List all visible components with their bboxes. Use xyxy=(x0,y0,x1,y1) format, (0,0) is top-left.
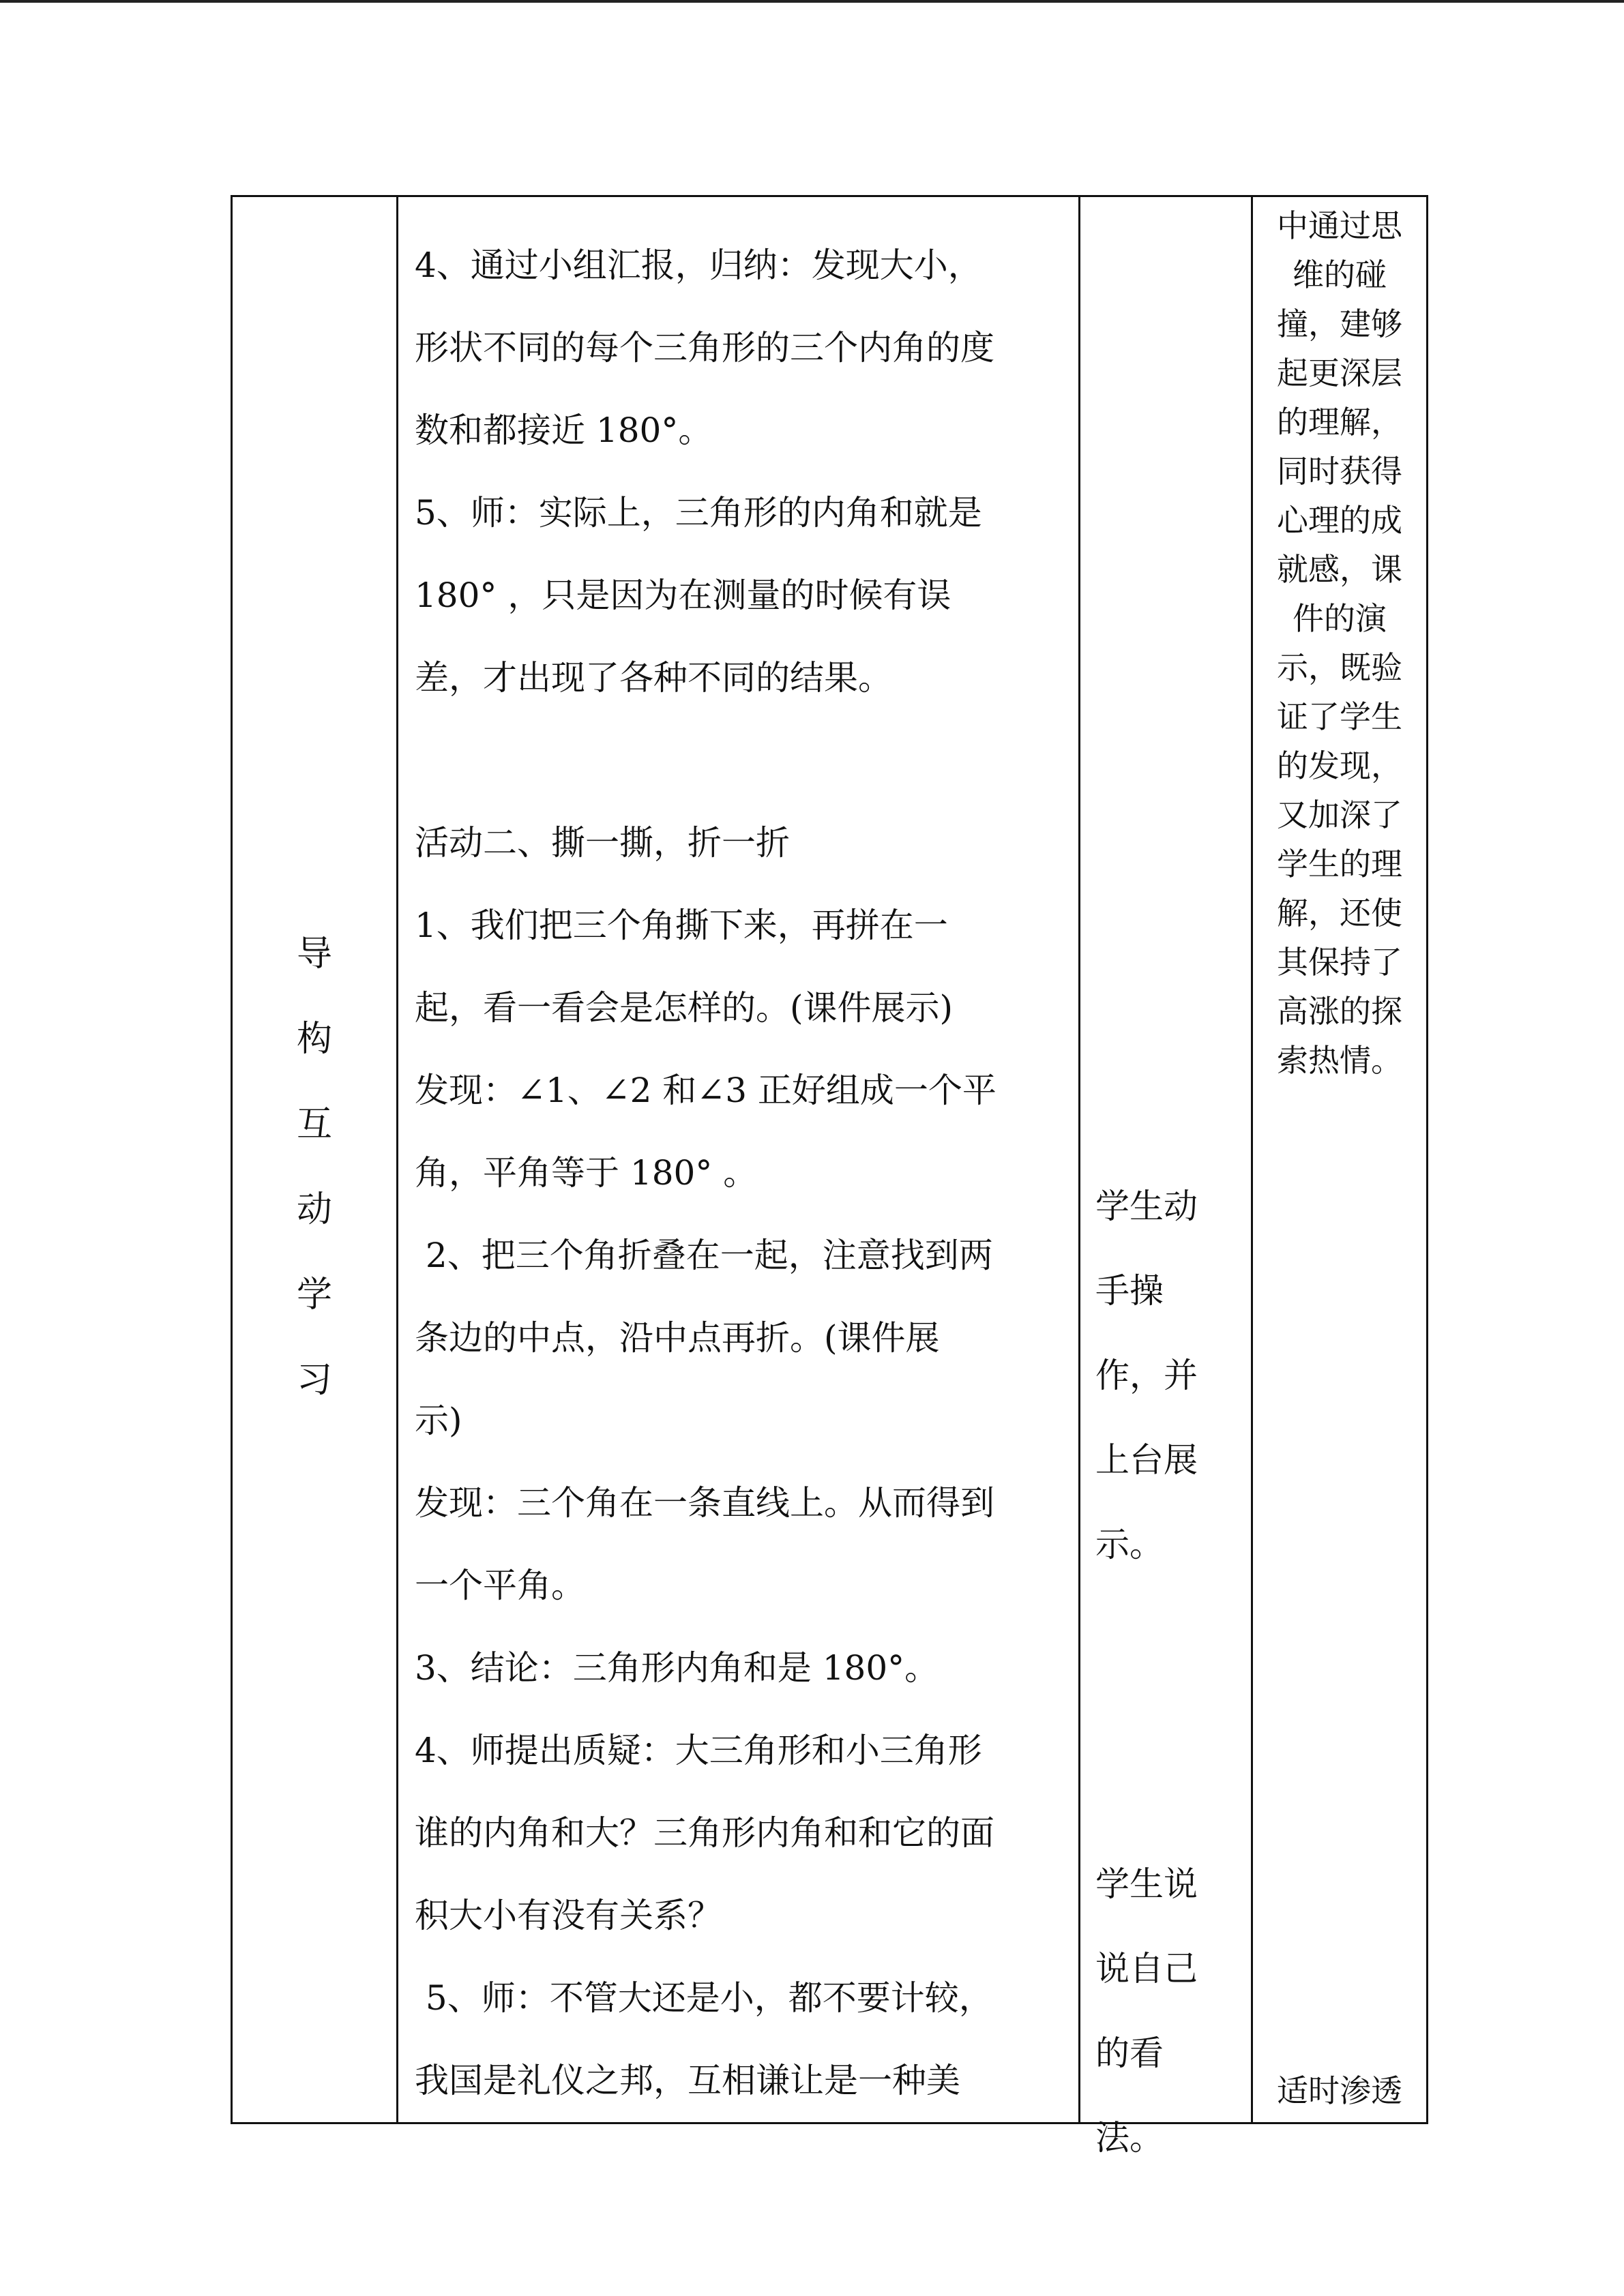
note-line: 示，既验 xyxy=(1277,649,1402,686)
note-line: 起更深层 xyxy=(1277,355,1402,391)
text-line: 角，平角等于 180° 。 xyxy=(415,1153,758,1193)
note-line: 撞，建够 xyxy=(1277,305,1402,342)
stage-label xyxy=(233,912,396,1423)
teaching-process-cell xyxy=(398,196,1080,2123)
text-line: 180° ，只是因为在测量的时候有误 xyxy=(415,576,951,615)
table-row xyxy=(232,196,1428,2123)
note-line: 索热情。 xyxy=(1277,1042,1402,1079)
stage-label-char: 习 xyxy=(296,1360,332,1401)
stage-label-char: 构 xyxy=(296,1019,332,1060)
activity-line: 学生说 xyxy=(1095,1864,1198,1904)
text-line: 发现：三个角在一条直线上。从而得到 xyxy=(415,1483,994,1523)
note-line: 心理的成 xyxy=(1277,502,1402,539)
note-line: 适时渗透 xyxy=(1277,2072,1402,2109)
text-line: 条边的中点，沿中点再折。(课件展 xyxy=(415,1318,940,1358)
activity-line: 的看 xyxy=(1095,2033,1164,2073)
activity-line: 学生动 xyxy=(1095,1187,1198,1226)
text-line: 5、师：实际上，三角形的内角和就是 xyxy=(415,493,982,533)
text-line: 1、我们把三个角撕下来，再拼在一 xyxy=(415,906,948,945)
note-line: 证了学生 xyxy=(1277,698,1402,735)
text-line: 我国是礼仪之邦，互相谦让是一种美 xyxy=(415,2061,960,2100)
note-line: 解，还使 xyxy=(1277,895,1402,931)
text-line: 活动二、撕一撕，折一折 xyxy=(415,823,790,863)
note-line: 就感，课 xyxy=(1277,551,1402,588)
text-line: 3、结论：三角形内角和是 180°。 xyxy=(415,1648,939,1688)
activity-line: 法。 xyxy=(1095,2118,1164,2158)
note-line: 学生的理 xyxy=(1277,846,1402,882)
text-line: 差，才出现了各种不同的结果。 xyxy=(415,658,892,698)
note-line: 又加深了 xyxy=(1277,796,1402,833)
text-line: 4、师提出质疑：大三角形和小三角形 xyxy=(415,1731,982,1770)
text-line: 积大小有没有关系？ xyxy=(415,1896,722,1935)
page-top-border xyxy=(0,0,1624,3)
text-line: 谁的内角和大？三角形内角和和它的面 xyxy=(415,1813,994,1853)
note-line: 维的碰 xyxy=(1293,256,1387,293)
note-line: 件的演 xyxy=(1293,600,1387,637)
text-line: 形状不同的每个三角形的三个内角的度 xyxy=(415,328,994,368)
activity-line: 作，并 xyxy=(1095,1356,1198,1395)
note-line: 中通过思 xyxy=(1277,207,1402,244)
lesson-plan-table xyxy=(231,195,1428,2158)
text-line: 2、把三个角折叠在一起，注意找到两 xyxy=(415,1236,993,1275)
text-line: 一个平角。 xyxy=(415,1566,585,1605)
text-line: 起，看一看会是怎样的。(课件展示) xyxy=(415,988,954,1028)
student-activity-cell xyxy=(1080,196,1252,2158)
design-intent-text xyxy=(1253,201,1426,1085)
stage-cell xyxy=(232,196,398,2123)
note-line: 的发现， xyxy=(1277,747,1402,784)
note-line: 同时获得 xyxy=(1277,453,1402,490)
text-line: 数和都接近 180°。 xyxy=(415,411,713,450)
design-intent-continued xyxy=(1253,2066,1426,2115)
text-line: 示) xyxy=(415,1401,462,1440)
activity-line: 示。 xyxy=(1095,1525,1164,1564)
text-line: 发现：∠1、∠2 和∠3 正好组成一个平 xyxy=(415,1071,996,1110)
note-line: 其保持了 xyxy=(1277,944,1402,981)
text-line: 4、通过小组汇报，归纳：发现大小， xyxy=(415,245,982,285)
teaching-process-text xyxy=(398,197,1078,2122)
note-line: 高涨的探 xyxy=(1277,993,1402,1030)
activity-line: 手操 xyxy=(1095,1271,1164,1311)
text-line: 5、师：不管大还是小，都不要计较， xyxy=(415,1978,993,2018)
student-activity-hands-on xyxy=(1095,1164,1245,1587)
activity-line: 上台展 xyxy=(1095,1440,1198,1480)
stage-label-char: 导 xyxy=(296,934,332,974)
stage-label-char: 动 xyxy=(296,1189,332,1230)
activity-line: 说自己 xyxy=(1095,1949,1198,1988)
student-activity-discussion xyxy=(1095,1842,1245,2180)
text-line xyxy=(415,719,1067,802)
note-line: 的理解， xyxy=(1277,404,1402,441)
stage-label-char: 互 xyxy=(296,1104,332,1145)
design-intent-cell xyxy=(1252,196,1428,2123)
stage-label-char: 学 xyxy=(296,1274,332,1315)
